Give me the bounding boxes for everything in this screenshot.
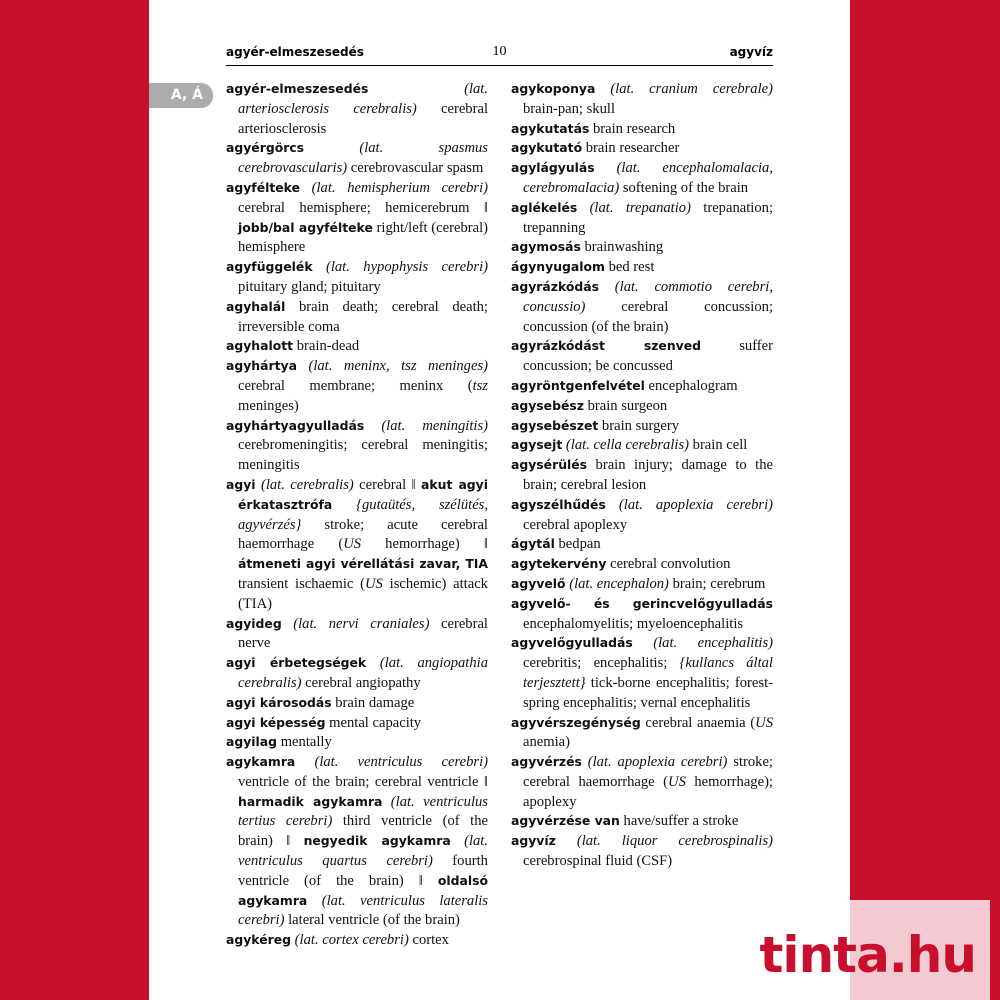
headword: agyhártya: [226, 358, 297, 374]
headword: agymosás: [511, 239, 581, 255]
definition-text: brain; cerebrum: [668, 575, 766, 592]
definition-text: fourth ventricle (of the brain) ‖: [238, 853, 488, 889]
definition-text: [633, 635, 653, 651]
definition-text: [382, 794, 390, 810]
definition-text: have/suffer a stroke: [619, 813, 739, 830]
italic-gloss: (lat. ventriculus quartus cerebri): [238, 833, 488, 870]
headword: aglékelés: [511, 199, 578, 215]
definition-text: brain research: [589, 120, 676, 137]
headword: agyi képesség: [226, 714, 326, 730]
headword: agyhalott: [226, 338, 294, 354]
definition-text: encephalogram: [644, 377, 738, 394]
italic-gloss: (lat. ventriculus lateralis cerebri): [238, 892, 488, 929]
definition-text: anemia): [523, 734, 570, 751]
definition-text: [300, 180, 312, 196]
dictionary-entry: [511, 456, 773, 496]
headword: jobb/bal agyfélteke: [238, 219, 373, 235]
dictionary-entry: [511, 634, 773, 713]
definition-text: softening of the brain: [619, 179, 749, 196]
dictionary-entry: [226, 615, 488, 655]
dictionary-entry: [226, 694, 488, 714]
headword: agyszélhűdés: [511, 496, 606, 512]
italic-gloss: (lat. meningitis): [381, 417, 488, 434]
italic-gloss: {kullancs által terjesztett}: [523, 655, 773, 691]
definition-text: brain cell: [689, 437, 748, 454]
dictionary-entry: [511, 80, 773, 120]
running-header: [226, 45, 773, 66]
headword: agyvelőgyulladás: [511, 635, 633, 651]
headword: agykutató: [511, 140, 583, 156]
italic-gloss: (lat. hypophysis cerebri): [325, 259, 488, 276]
dictionary-entry: [511, 397, 773, 417]
headword: agyi érbetegségek: [226, 655, 367, 671]
dictionary-entry: [511, 417, 773, 437]
headword: agyrázkódást szenved: [511, 338, 701, 354]
definition-text: encephalomyelitis; myeloencephalitis: [523, 615, 744, 632]
definition-text: stroke; cerebral haemorrhage (: [523, 754, 773, 790]
headword: agyfélteke: [226, 179, 300, 195]
headword: agyvelő: [511, 575, 566, 591]
definition-text: ischemic) attack (TIA): [238, 575, 488, 612]
definition-text: [307, 893, 321, 909]
dictionary-entry: [511, 832, 773, 872]
dictionary-entry: [511, 714, 773, 754]
italic-gloss: (lat. cerebralis): [260, 476, 354, 493]
definition-text: mentally: [277, 734, 332, 751]
headword: harmadik agykamra: [238, 793, 383, 809]
headword: agykamra: [226, 754, 296, 770]
definition-text: trepanation; trepanning: [523, 199, 773, 236]
definition-text: mental capacity: [325, 714, 422, 731]
headword: ágytál: [511, 536, 555, 552]
definition-text: transient ischaemic (: [238, 575, 366, 592]
headword: agyvíz: [511, 833, 556, 849]
definition-text: [313, 259, 326, 275]
headword: átmeneti agyi vérellátási zavar, TIA: [238, 556, 488, 572]
dictionary-entry: [511, 278, 773, 337]
header-last-entry: agyvíz: [729, 45, 773, 59]
definition-text: cerebral arteriosclerosis: [238, 100, 488, 137]
italic-gloss: (lat. liquor cerebrospinalis): [576, 833, 773, 850]
definition-text: [556, 833, 577, 849]
dictionary-entry: [226, 733, 488, 753]
definition-text: bed rest: [604, 259, 655, 276]
italic-gloss: (lat. cella cerebralis): [565, 437, 689, 454]
italic-gloss: US: [343, 536, 362, 553]
definition-text: cerebral nerve: [238, 615, 488, 652]
definition-text: hemorrhage); apoplexy: [523, 773, 773, 810]
dictionary-entry: [226, 476, 488, 615]
dictionary-entry: [226, 139, 488, 179]
headword: agysebészet: [511, 417, 599, 433]
italic-gloss: US: [365, 575, 383, 592]
headword: oldalsó agykamra: [238, 872, 488, 908]
dictionary-entry: [511, 139, 773, 159]
italic-gloss: (lat. spasmus cerebrovascularis): [238, 140, 488, 177]
italic-gloss: (lat. trepanatio): [589, 199, 691, 216]
right-column: [511, 80, 773, 872]
dictionary-entry: [226, 753, 488, 931]
definition-text: brain death; cerebral death; irreversible coma: [238, 298, 488, 335]
definition-text: [304, 140, 359, 156]
definition-text: hemorrhage) ‖: [361, 536, 488, 553]
italic-gloss: (lat. cranium cerebrale): [610, 81, 773, 97]
dictionary-entry: [226, 179, 488, 258]
dictionary-entry: [226, 931, 488, 951]
italic-gloss: (lat. encephalitis): [653, 635, 773, 652]
dictionary-entry: [226, 337, 488, 357]
italic-gloss: (lat. meninx, tsz meninges): [308, 358, 488, 375]
definition-text: [595, 160, 617, 176]
dictionary-entry: [511, 595, 773, 635]
headword: agyvérzés: [511, 754, 582, 770]
headword: ágynyugalom: [511, 259, 605, 275]
definition-text: cerebral concussion; concussion (of the brain): [523, 298, 773, 335]
headword: agylágyulás: [511, 160, 595, 176]
dictionary-entry: [226, 417, 488, 476]
headword: agyérgörcs: [226, 140, 305, 156]
italic-gloss: (lat. ventriculus tertius cerebri): [238, 793, 488, 830]
definition-text: [282, 616, 294, 632]
definition-text: [332, 497, 356, 513]
definition-text: cerebral convolution: [606, 556, 731, 573]
dictionary-entry: [511, 337, 773, 377]
dictionary-page: [149, 0, 850, 1000]
dictionary-entry: [511, 377, 773, 397]
dictionary-entry: [511, 199, 773, 239]
definition-text: [599, 279, 615, 295]
definition-text: pituitary gland; pituitary: [238, 278, 381, 295]
italic-gloss: (lat. nervi craniales): [293, 615, 430, 632]
dictionary-entry: [511, 238, 773, 258]
dictionary-entry: [511, 812, 773, 832]
definition-text: brain researcher: [582, 140, 680, 157]
dictionary-entry: [226, 357, 488, 416]
headword: agyrázkódás: [511, 278, 600, 294]
italic-gloss: (lat. encephalon): [569, 575, 669, 592]
headword: akut agyi érkatasztrófa: [238, 476, 489, 512]
dictionary-entry: [511, 436, 773, 456]
italic-gloss: (lat. cortex cerebri): [294, 932, 409, 949]
italic-gloss: (lat. apoplexia cerebri): [587, 754, 728, 771]
header-first-entry: agyér-elmeszesedés: [226, 45, 364, 59]
definition-text: cerebral apoplexy: [523, 516, 628, 533]
headword: agyideg: [226, 615, 282, 631]
headword: agysejt: [511, 437, 563, 453]
dictionary-entry: [226, 80, 488, 139]
definition-text: ventricle of the brain; cerebral ventricle ‖: [238, 773, 488, 790]
definition-text: bedpan: [554, 536, 601, 553]
italic-gloss: (lat. arteriosclerosis cerebralis): [238, 81, 488, 117]
dictionary-entry: [511, 120, 773, 140]
definition-text: suffer concussion; be concussed: [523, 338, 773, 375]
dictionary-entry: [511, 575, 773, 595]
letter-tab: A, Á: [149, 83, 213, 108]
watermark-text: tinta.hu: [759, 926, 976, 984]
headword: agyilag: [226, 734, 278, 750]
definition-text: brain-pan; skull: [523, 100, 616, 117]
definition-text: tick-borne encephalitis; forest-spring encephalitis; vernal encephalitis: [523, 674, 773, 711]
page-number: 10: [492, 44, 507, 59]
definition-text: brain surgery: [598, 417, 680, 434]
definition-text: brain-dead: [293, 338, 360, 355]
headword: agyhalál: [226, 298, 286, 314]
definition-text: [595, 81, 610, 97]
definition-text: [295, 754, 314, 770]
headword: agykéreg: [226, 932, 292, 948]
definition-text: cerebral ‖: [353, 476, 422, 493]
headword: agyi károsodás: [226, 694, 332, 710]
definition-text: cerebral membrane; meninx (: [238, 377, 473, 394]
definition-text: cerebral angiopathy: [301, 674, 421, 691]
headword: agyfüggelék: [226, 259, 313, 275]
headword: agykoponya: [511, 81, 596, 96]
definition-text: [366, 655, 380, 671]
definition-text: cerebral anaemia (: [640, 714, 756, 731]
italic-gloss: (lat. commotio cerebri, concussio): [523, 278, 773, 315]
definition-text: cerebral hemisphere; hemicerebrum ‖: [238, 199, 488, 216]
italic-gloss: (lat. hemispherium cerebri): [311, 179, 488, 196]
definition-text: stroke; acute cerebral haemorrhage (: [238, 516, 488, 553]
definition-text: cerebrospinal fluid (CSF): [523, 853, 673, 870]
headword: agykutatás: [511, 120, 590, 136]
definition-text: [577, 200, 589, 216]
dictionary-entry: [511, 555, 773, 575]
italic-gloss: (lat. apoplexia cerebri): [618, 496, 773, 513]
headword: negyedik agykamra: [303, 833, 451, 849]
headword: agyér-elmeszesedés: [226, 81, 369, 96]
left-column: [226, 80, 488, 951]
italic-gloss: (lat. encephalomalacia, cerebromalacia): [523, 160, 773, 196]
definition-text: [451, 833, 464, 849]
headword: agyi: [226, 476, 256, 492]
italic-gloss: (lat. angiopathia cerebralis): [238, 655, 488, 691]
definition-text: lateral ventricle (of the brain): [284, 912, 460, 929]
dictionary-entry: [226, 654, 488, 694]
italic-gloss: {gutaütés, szélütés, agyvérzés}: [238, 496, 488, 533]
headword: agyvelő- és gerincvelőgyulladás: [511, 595, 773, 611]
headword: agyröntgenfelvétel: [511, 377, 645, 393]
definition-text: [606, 497, 619, 513]
dictionary-entry: [511, 258, 773, 278]
headword: agysérülés: [511, 457, 588, 473]
definition-text: [368, 81, 464, 97]
definition-text: third ventricle (of the brain) ‖: [238, 813, 488, 850]
headword: agyhártyagyulladás: [226, 417, 365, 433]
definition-text: brain injury; damage to the brain; cerebral lesion: [523, 457, 773, 493]
definition-text: meninges): [238, 397, 299, 414]
definition-text: cerebrovascular spasm: [347, 160, 484, 177]
dictionary-entry: [511, 753, 773, 812]
headword: agyvérszegénység: [511, 714, 641, 730]
definition-text: brain surgeon: [583, 397, 668, 414]
dictionary-entry: [226, 258, 488, 298]
headword: agysebész: [511, 397, 584, 413]
definition-text: brainwashing: [580, 239, 664, 256]
italic-gloss: (lat. ventriculus cerebri): [314, 754, 488, 771]
headword: agyvérzése van: [511, 813, 620, 829]
italic-gloss: US: [755, 714, 773, 731]
italic-gloss: tsz: [472, 377, 488, 394]
dictionary-entry: [511, 159, 773, 199]
dictionary-entry: [226, 714, 488, 734]
definition-text: [364, 418, 381, 434]
definition-text: [297, 358, 308, 374]
definition-text: right/left (cerebral) hemisphere: [238, 219, 489, 256]
watermark-logo: [759, 900, 990, 1000]
definition-text: brain damage: [331, 694, 415, 711]
italic-gloss: US: [668, 773, 686, 790]
dictionary-entry: [511, 535, 773, 555]
definition-text: cortex: [408, 932, 449, 949]
dictionary-entry: [226, 298, 488, 338]
definition-text: cerebritis; encephalitis;: [523, 655, 680, 672]
definition-text: cerebromeningitis; cerebral meningitis; meningitis: [238, 437, 488, 474]
dictionary-entry: [511, 496, 773, 536]
headword: agytekervény: [511, 556, 607, 572]
